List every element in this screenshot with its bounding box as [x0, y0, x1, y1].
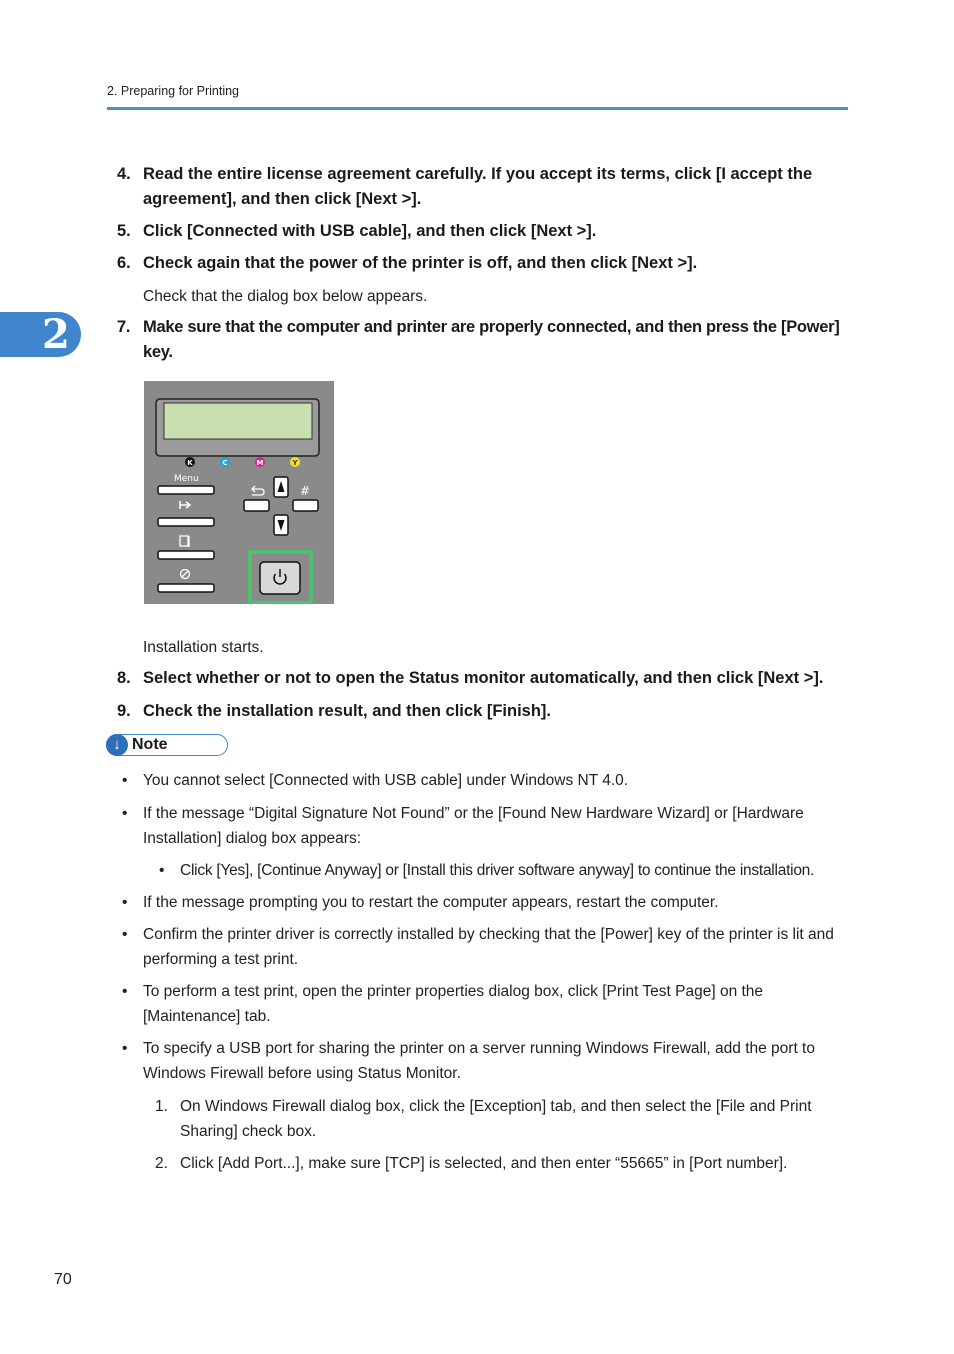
toner-indicator-y-icon — [290, 457, 300, 467]
step-text: Select whether or not to open the Status monitor automatically, and then click [Next >]. — [143, 669, 824, 687]
step-6 — [117, 251, 849, 276]
bullet-icon: • — [122, 926, 128, 943]
installation-starts-text: Installation starts. — [143, 639, 264, 656]
menu-label: Menu — [174, 474, 199, 484]
step-4 — [117, 162, 849, 212]
step-9 — [117, 699, 849, 724]
lcd-display — [164, 403, 312, 439]
page-number: 70 — [54, 1271, 72, 1288]
note-label: Note — [132, 736, 168, 753]
hash-label: # — [299, 484, 311, 498]
bullet-icon: • — [122, 1040, 128, 1057]
note-badge — [106, 734, 228, 756]
bullet-icon: • — [122, 805, 128, 822]
note-arrow-icon: ↓ — [106, 734, 128, 756]
menu-button[interactable] — [158, 486, 214, 494]
step-number: 8. — [117, 669, 131, 687]
firewall-step-text: Click [Add Port...], make sure [TCP] is selected, and then enter “55665” in [Port number]. — [180, 1155, 788, 1172]
step-5 — [117, 219, 849, 244]
step-text: Read the entire license agreement carefully. If you accept its terms, click [I accept the agreement], and then click [Next >]. — [143, 165, 813, 208]
ok-button[interactable] — [293, 500, 318, 511]
bullet-text: If the message “Digital Signature Not Found” or the [Found New Hardware Wizard] or [Hardware Installation] dialog box appears: — [143, 805, 804, 847]
step-number: 4. — [117, 165, 131, 183]
escape-button[interactable] — [244, 500, 269, 511]
bullet-text: You cannot select [Connected with USB cable] under Windows NT 4.0. — [143, 772, 629, 789]
step-6-note: Check that the dialog box below appears. — [143, 288, 428, 305]
note-sub-bullet — [159, 858, 849, 883]
step-number: 9. — [117, 702, 131, 720]
step-8 — [117, 666, 849, 691]
bullet-text: If the message prompting you to restart the computer appears, restart the computer. — [143, 894, 719, 911]
toner-indicator-k-icon — [185, 457, 195, 467]
power-button[interactable] — [260, 562, 300, 594]
job-reset-icon — [180, 501, 190, 509]
step-text: Check again that the power of the printer is off, and then click [Next >]. — [143, 254, 698, 272]
svg-text:Y: Y — [292, 459, 298, 467]
bullet-icon: • — [122, 772, 128, 789]
firewall-step-text: On Windows Firewall dialog box, click the [Exception] tab, and then select the [File and Print Sharing] check box. — [180, 1098, 812, 1140]
step-text: Click [Connected with USB cable], and then click [Next >]. — [143, 222, 597, 240]
bullet-icon: • — [159, 862, 165, 879]
svg-text:K: K — [187, 459, 193, 467]
bullet-text: Confirm the printer driver is correctly installed by checking that the [Power] key of the printer is lit and performing a test print. — [143, 926, 834, 968]
firewall-step-number: 2. — [155, 1155, 168, 1172]
note-bullet — [122, 922, 849, 972]
chapter-tab — [0, 312, 81, 357]
svg-text:M: M — [256, 459, 264, 467]
note-bullet — [122, 768, 849, 793]
note-bullet — [122, 979, 849, 1029]
step-7 — [117, 315, 849, 365]
bullet-text: To perform a test print, open the printer properties dialog box, click [Print Test Page] on the [Maintenance] tab. — [143, 983, 764, 1025]
bullet-text: To specify a USB port for sharing the printer on a server running Windows Firewall, add the port to Windows Firewall before using Status Monitor. — [143, 1040, 815, 1082]
bullet-icon: • — [122, 894, 128, 911]
stop-button[interactable] — [158, 584, 214, 592]
chapter-number: 2 — [42, 311, 70, 358]
step-number: 5. — [117, 222, 131, 240]
step-text: Make sure that the computer and printer are properly connected, and then press the [Power] key. — [143, 318, 840, 361]
toner-indicator-m-icon — [255, 457, 265, 467]
step-number: 6. — [117, 254, 131, 272]
printer-control-panel — [144, 381, 334, 604]
firewall-step-2 — [155, 1151, 849, 1176]
step-text: Check the installation result, and then click [Finish]. — [143, 702, 551, 720]
bullet-icon: • — [122, 983, 128, 1000]
svg-text:C: C — [222, 459, 228, 467]
note-bullet — [122, 801, 849, 851]
escape-icon — [252, 486, 264, 495]
stop-icon — [181, 570, 190, 579]
bullet-text: Click [Yes], [Continue Anyway] or [Install this driver software anyway] to continue the installation. — [180, 862, 815, 879]
firewall-step-1 — [155, 1094, 849, 1144]
note-bullet — [122, 890, 849, 915]
header-rule — [107, 107, 848, 110]
step-number: 7. — [117, 318, 131, 336]
form-feed-button[interactable] — [158, 551, 214, 559]
form-feed-icon — [180, 536, 189, 547]
note-bullet — [122, 1036, 849, 1086]
running-header: 2. Preparing for Printing — [107, 84, 240, 98]
firewall-step-number: 1. — [155, 1098, 168, 1115]
toner-indicator-c-icon — [220, 457, 230, 467]
job-reset-button[interactable] — [158, 518, 214, 526]
